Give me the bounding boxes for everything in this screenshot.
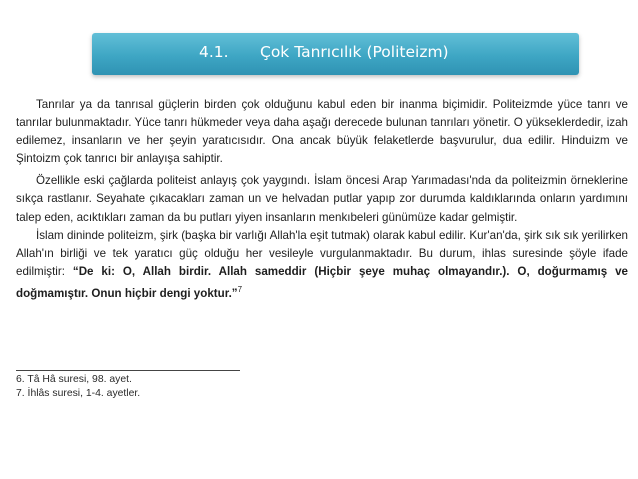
section-title-label: Çok Tanrıcılık (Politeizm) bbox=[260, 43, 449, 61]
ihlas-quote: “De ki: O, Allah birdir. Allah sameddir (Hiçbir şeye muhaç olmayandır.). O, doğurmamış ve doğmamıştır. Onun hiçbir dengi yoktur.” bbox=[16, 264, 628, 300]
footnote-6: 6. Tâ Hâ suresi, 98. ayet. bbox=[16, 374, 132, 385]
paragraph-history: Özellikle eski çağlarda politeist anlayış çok yaygındı. İslam öncesi Arap Yarımadası'nda da politeizmin örneklerine sıkça rastlanır. Seyahate çıkacakları zaman un ve helvadan putlar yapıp zor durumda kaldıklarında onların yardımını talep eden, acıktıkları zaman da bu putları yiyen insanların menkıbeleri günümüze kadar gelmiştir. bbox=[16, 174, 628, 224]
footnote-ref: 7 bbox=[237, 284, 243, 294]
paragraph-islam bbox=[16, 227, 628, 303]
footnote-7: 7. İhlâs suresi, 1-4. ayetler. bbox=[16, 388, 141, 399]
paragraph-definition: Tanrılar ya da tanrısal güçlerin birden çok olduğunu kabul eden bir inanma biçimidir. Politeizmde yüce tanrı ve tanrılar bulunmaktadır. Yüce tanrı hükmeder veya daha aşağı derecede bulunan tanrıları yönetir. O yükseklerdedir, izah edilemez, insanların ve her şeyin yaratıcısıdır. Ona ancak büyük felaketlerde başvurulur, dua edilir. Hinduizm ve Şintoizm çok tanrıcı bir anlayışa sahiptir. bbox=[16, 98, 628, 166]
section-number: 4.1. bbox=[199, 43, 229, 61]
footnotes bbox=[16, 373, 140, 401]
section-title-banner bbox=[92, 33, 579, 75]
footnote-divider bbox=[16, 370, 240, 371]
paragraph-islam-text: İslam dininde politeizm, şirk (başka bir varlığı Allah'la eşit tutmak) olarak kabul edilir. Kur'an'da, şirk sık sık yerilirken Allah'ın birliği ve tek yaratıcı güç olduğu her vesileyle vurgulanmaktadır. Bu durum, ihlas suresinde şöyle ifade edilmiştir: bbox=[16, 228, 628, 278]
scanned-text-block bbox=[16, 96, 628, 303]
